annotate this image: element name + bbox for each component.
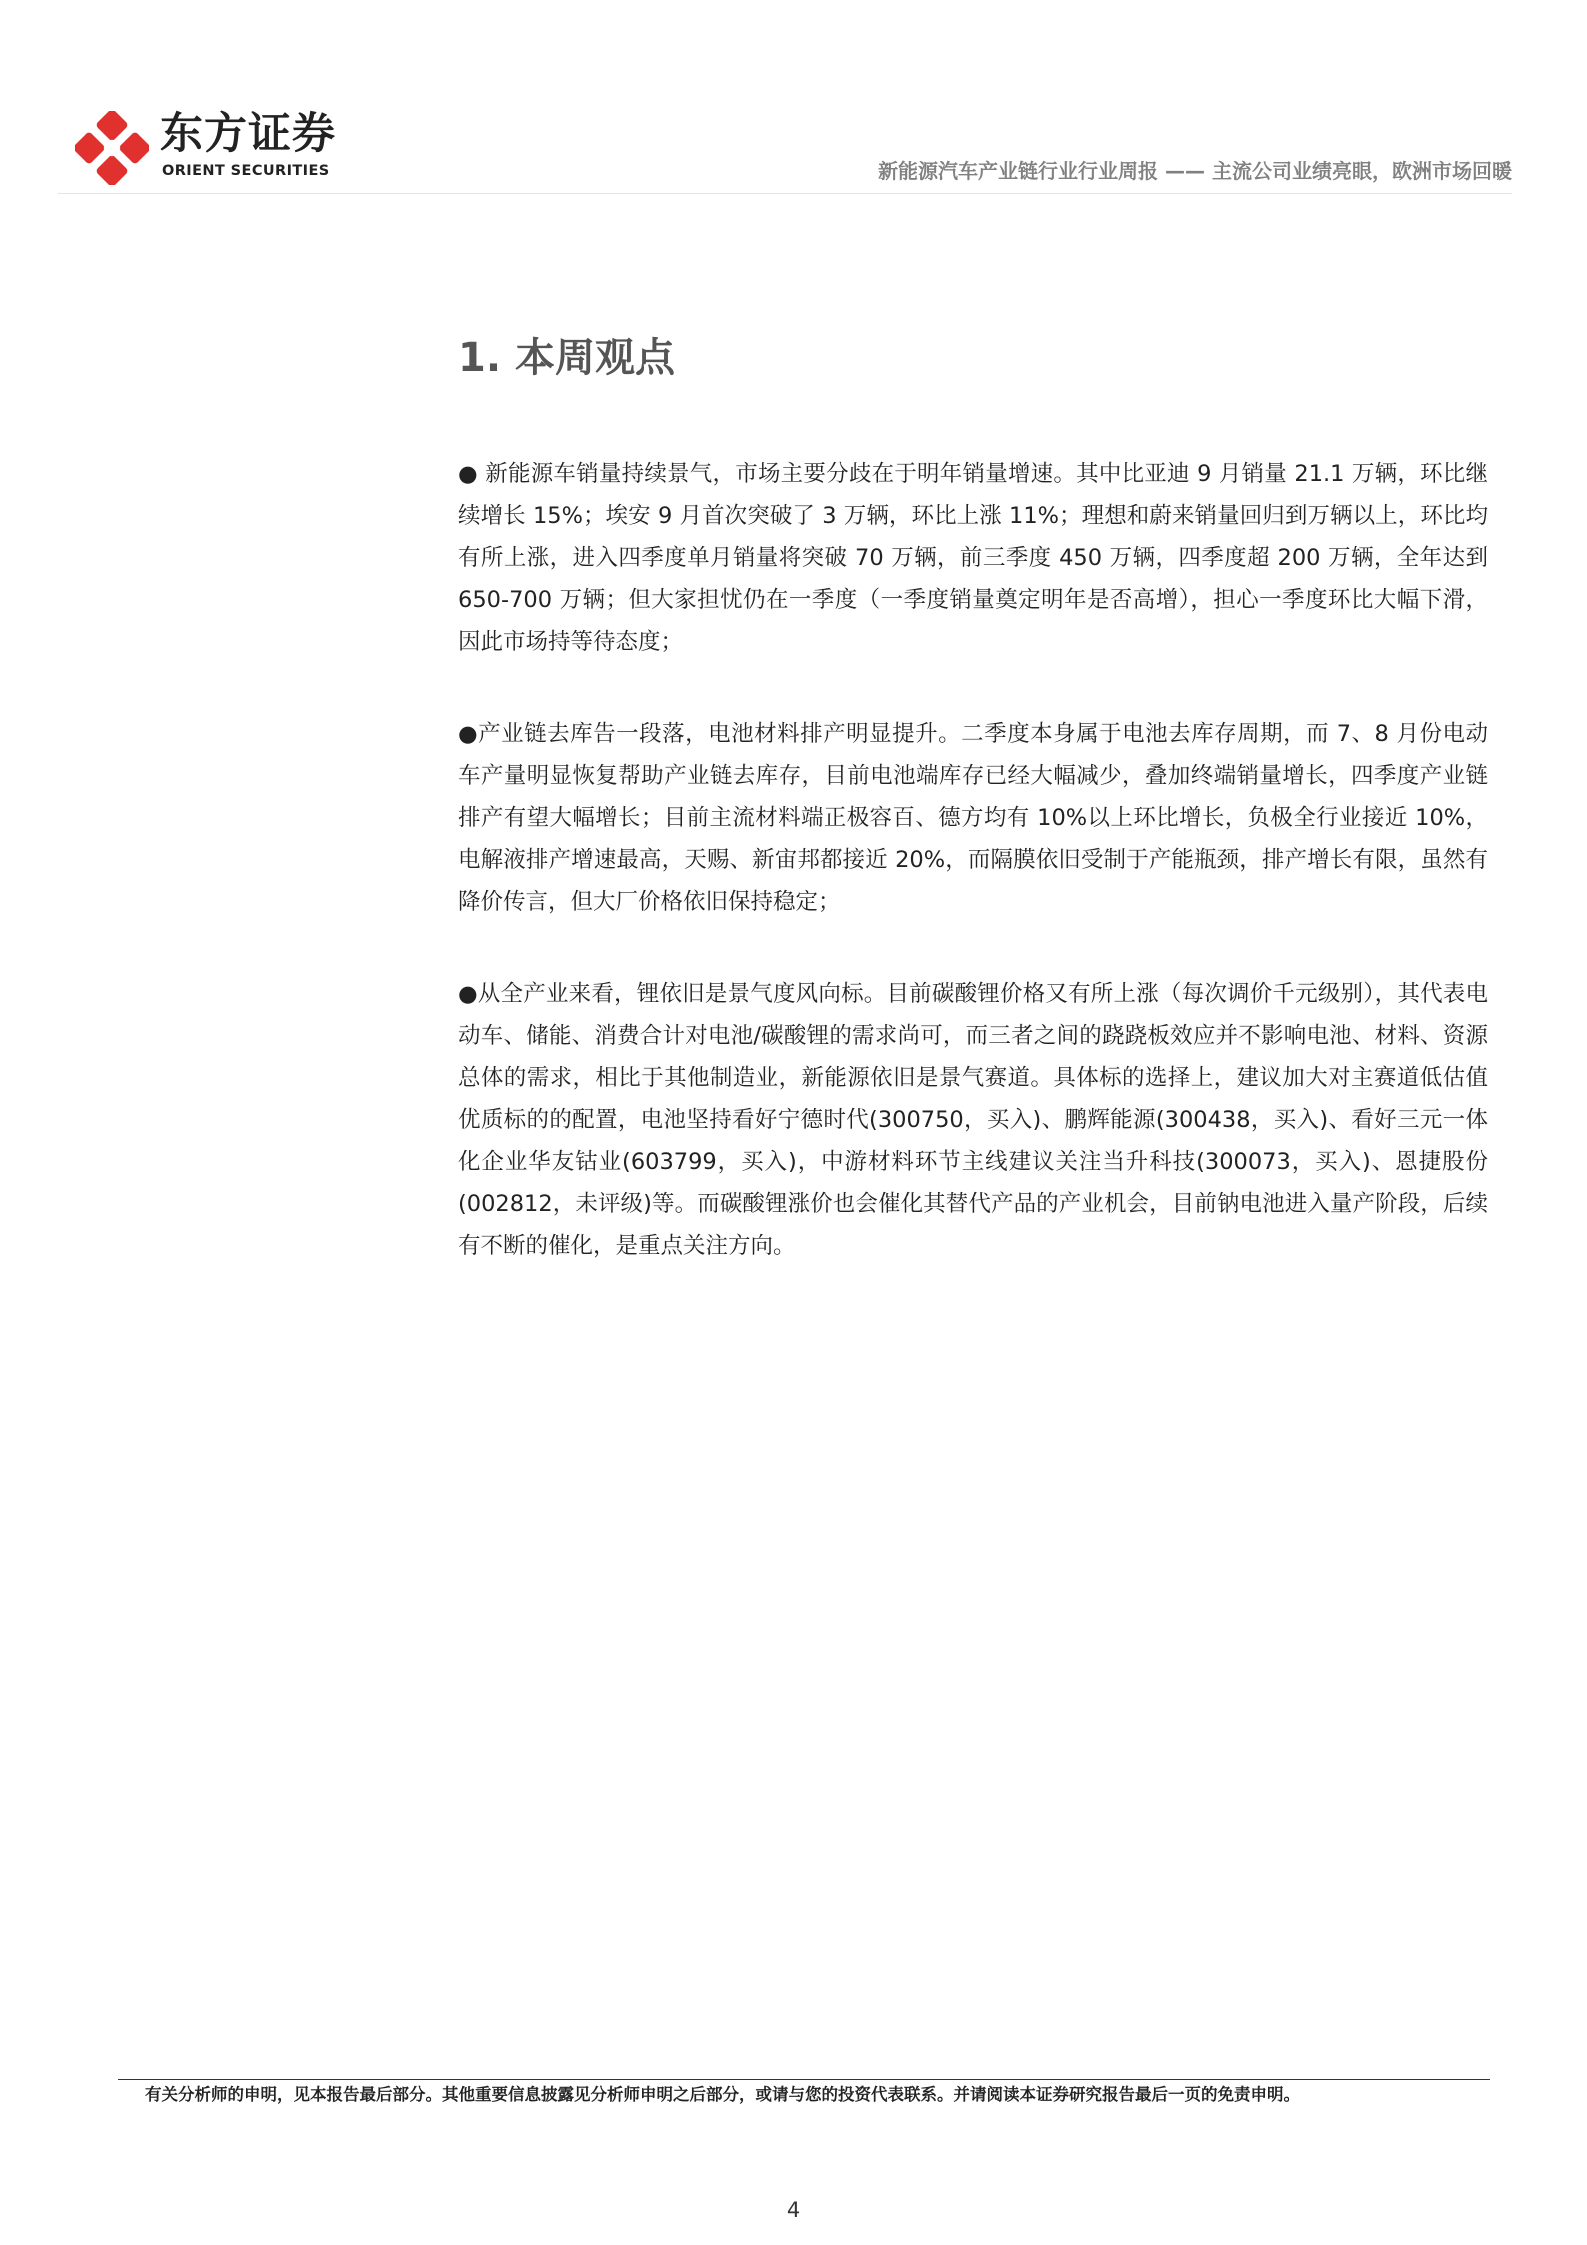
main-content xyxy=(458,453,1488,1317)
report-title: 新能源汽车产业链行业行业周报 —— 主流公司业绩亮眼，欧洲市场回暖 xyxy=(878,159,1512,183)
paragraph-lithium-outlook: ●从全产业来看，锂依旧是景气度风向标。目前碳酸锂价格又有所上涨（每次调价千元级别），其代表电动车、储能、消费合计对电池/碳酸锂的需求尚可，而三者之间的跷跷板效应并不影响电池、材料、资源总体的需求，相比于其他制造业，新能源依旧是景气赛道。具体标的选择上，建议加大对主赛道低估值优质标的的配置，电池坚持看好宁德时代(300750，买入)、鹏辉能源(300438，买入)、看好三元一体化企业华友钴业(603799，买入)，中游材料环节主线建议关注当升科技(300073，买入)、恩捷股份(002812，未评级)等。而碳酸锂涨价也会催化其替代产品的产业机会，目前钠电池进入量产阶段，后续有不断的催化，是重点关注方向。 xyxy=(458,981,1488,1259)
paragraph-supply-chain-destocking: ●产业链去库告一段落，电池材料排产明显提升。二季度本身属于电池去库存周期，而 7、8 月份电动车产量明显恢复帮助产业链去库存，目前电池端库存已经大幅减少，叠加终端销量增长，四季度产业链排产有望大幅增长；目前主流材料端正极容百、德方均有 10%以上环比增长，负极全行业接近 10%，电解液排产增速最高，天赐、新宙邦都接近 20%，而隔膜依旧受制于产能瓶颈，排产增长有限，虽然有降价传言，但大厂价格依旧保持稳定； xyxy=(458,721,1488,915)
footer-disclaimer: 有关分析师的申明，见本报告最后部分。其他重要信息披露见分析师申明之后部分，或请与您的投资代表联系。并请阅读本证券研究报告最后一页的免责申明。 xyxy=(145,2085,1300,2104)
section-heading: 1. 本周观点 xyxy=(458,335,675,381)
paragraph-ev-sales: ● 新能源车销量持续景气，市场主要分歧在于明年销量增速。其中比亚迪 9 月销量 21.1 万辆，环比继续增长 15%；埃安 9 月首次突破了 3 万辆，环比上涨 11%；理想和蔚来销量回归到万辆以上，环比均有所上涨，进入四季度单月销量将突破 70 万辆，前三季度 450 万辆，四季度超 200 万辆，全年达到 650-700 万辆；但大家担忧仍在一季度（一季度销量奠定明年是否高增），担心一季度环比大幅下滑，因此市场持等待态度； xyxy=(458,461,1488,655)
orient-securities-logo-icon xyxy=(75,111,149,185)
page-number: 4 xyxy=(786,2198,801,2222)
footer-divider xyxy=(118,2079,1490,2080)
header-divider xyxy=(58,193,1512,194)
page-header xyxy=(58,108,1512,198)
logo-chinese-name: 东方证券 xyxy=(160,109,336,159)
logo-english-name: ORIENT SECURITIES xyxy=(162,163,330,179)
